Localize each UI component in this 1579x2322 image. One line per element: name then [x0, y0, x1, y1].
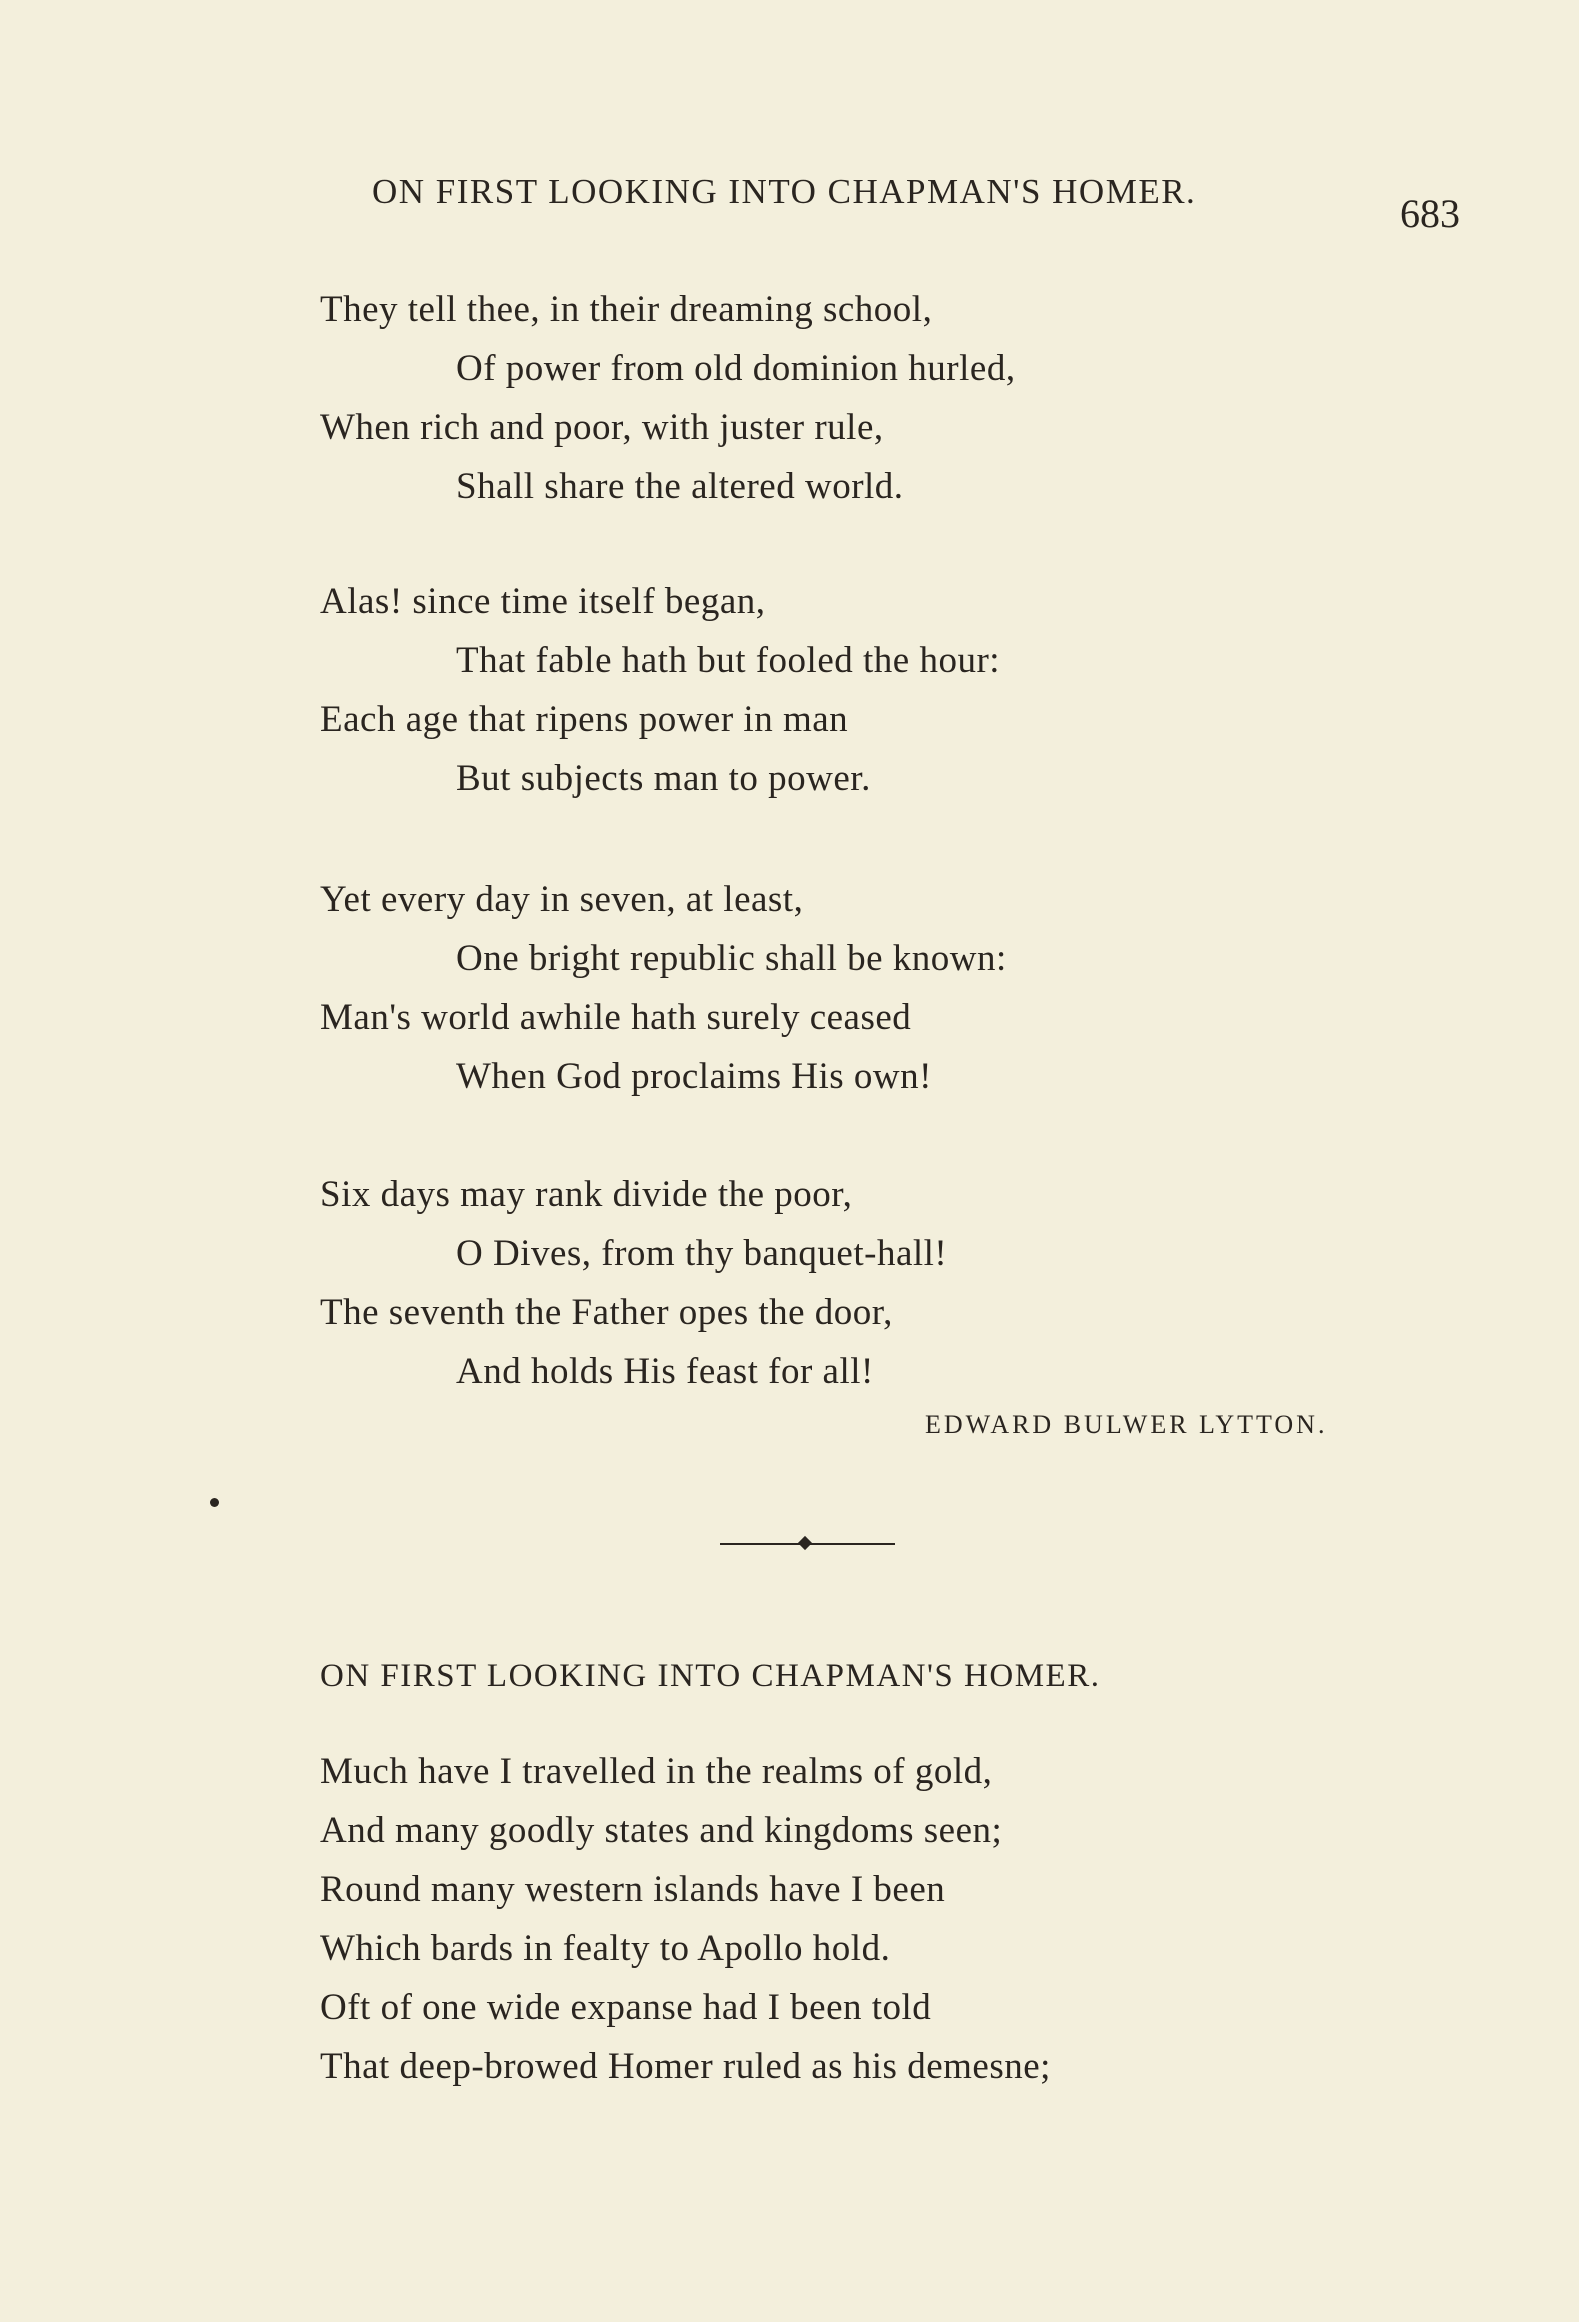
stanza-2 — [320, 572, 1420, 808]
poem-line: Round many western islands have I been — [320, 1869, 946, 1910]
poem-line: That deep-browed Homer ruled as his demesne; — [320, 2046, 1051, 2087]
poem-line: Alas! since time itself began, — [320, 581, 766, 622]
stanza-3 — [320, 870, 1420, 1106]
poem-line: O Dives, from thy banquet-hall! — [456, 1233, 948, 1274]
running-head: ON FIRST LOOKING INTO CHAPMAN'S HOMER. — [372, 172, 1197, 211]
poem-line: And many goodly states and kingdoms seen; — [320, 1810, 1003, 1851]
stanza-1 — [320, 280, 1420, 516]
poem-line: The seventh the Father opes the door, — [320, 1292, 893, 1333]
ink-speck — [210, 1498, 219, 1507]
page-number: 683 — [1400, 191, 1460, 236]
author-attribution: EDWARD BULWER LYTTON. — [925, 1410, 1328, 1439]
poem-line: Each age that ripens power in man — [320, 699, 849, 740]
poem-line: Six days may rank divide the poor, — [320, 1174, 853, 1215]
poem-title: ON FIRST LOOKING INTO CHAPMAN'S HOMER. — [320, 1658, 1101, 1694]
stanza-4 — [320, 1165, 1420, 1401]
poem-line: Of power from old dominion hurled, — [456, 348, 1016, 389]
poem-line: When God proclaims His own! — [456, 1056, 932, 1097]
sonnet-body — [320, 1742, 1420, 2096]
poem-line: Yet every day in seven, at least, — [320, 879, 804, 920]
poem-line: Much have I travelled in the realms of gold, — [320, 1751, 993, 1792]
poem-line: Shall share the altered world. — [456, 466, 904, 507]
poem-line: Which bards in fealty to Apollo hold. — [320, 1928, 891, 1969]
poem-line: Oft of one wide expanse had I been told — [320, 1987, 932, 2028]
poem-line: One bright republic shall be known: — [456, 938, 1007, 979]
poem-line: They tell thee, in their dreaming school, — [320, 289, 933, 330]
divider-ornament — [798, 1536, 812, 1550]
poem-line: But subjects man to power. — [456, 758, 871, 799]
poem-line: Man's world awhile hath surely ceased — [320, 997, 912, 1038]
poem-line: And holds His feast for all! — [456, 1351, 874, 1392]
poem-line: That fable hath but fooled the hour: — [456, 640, 1001, 681]
poem-line: When rich and poor, with juster rule, — [320, 407, 884, 448]
